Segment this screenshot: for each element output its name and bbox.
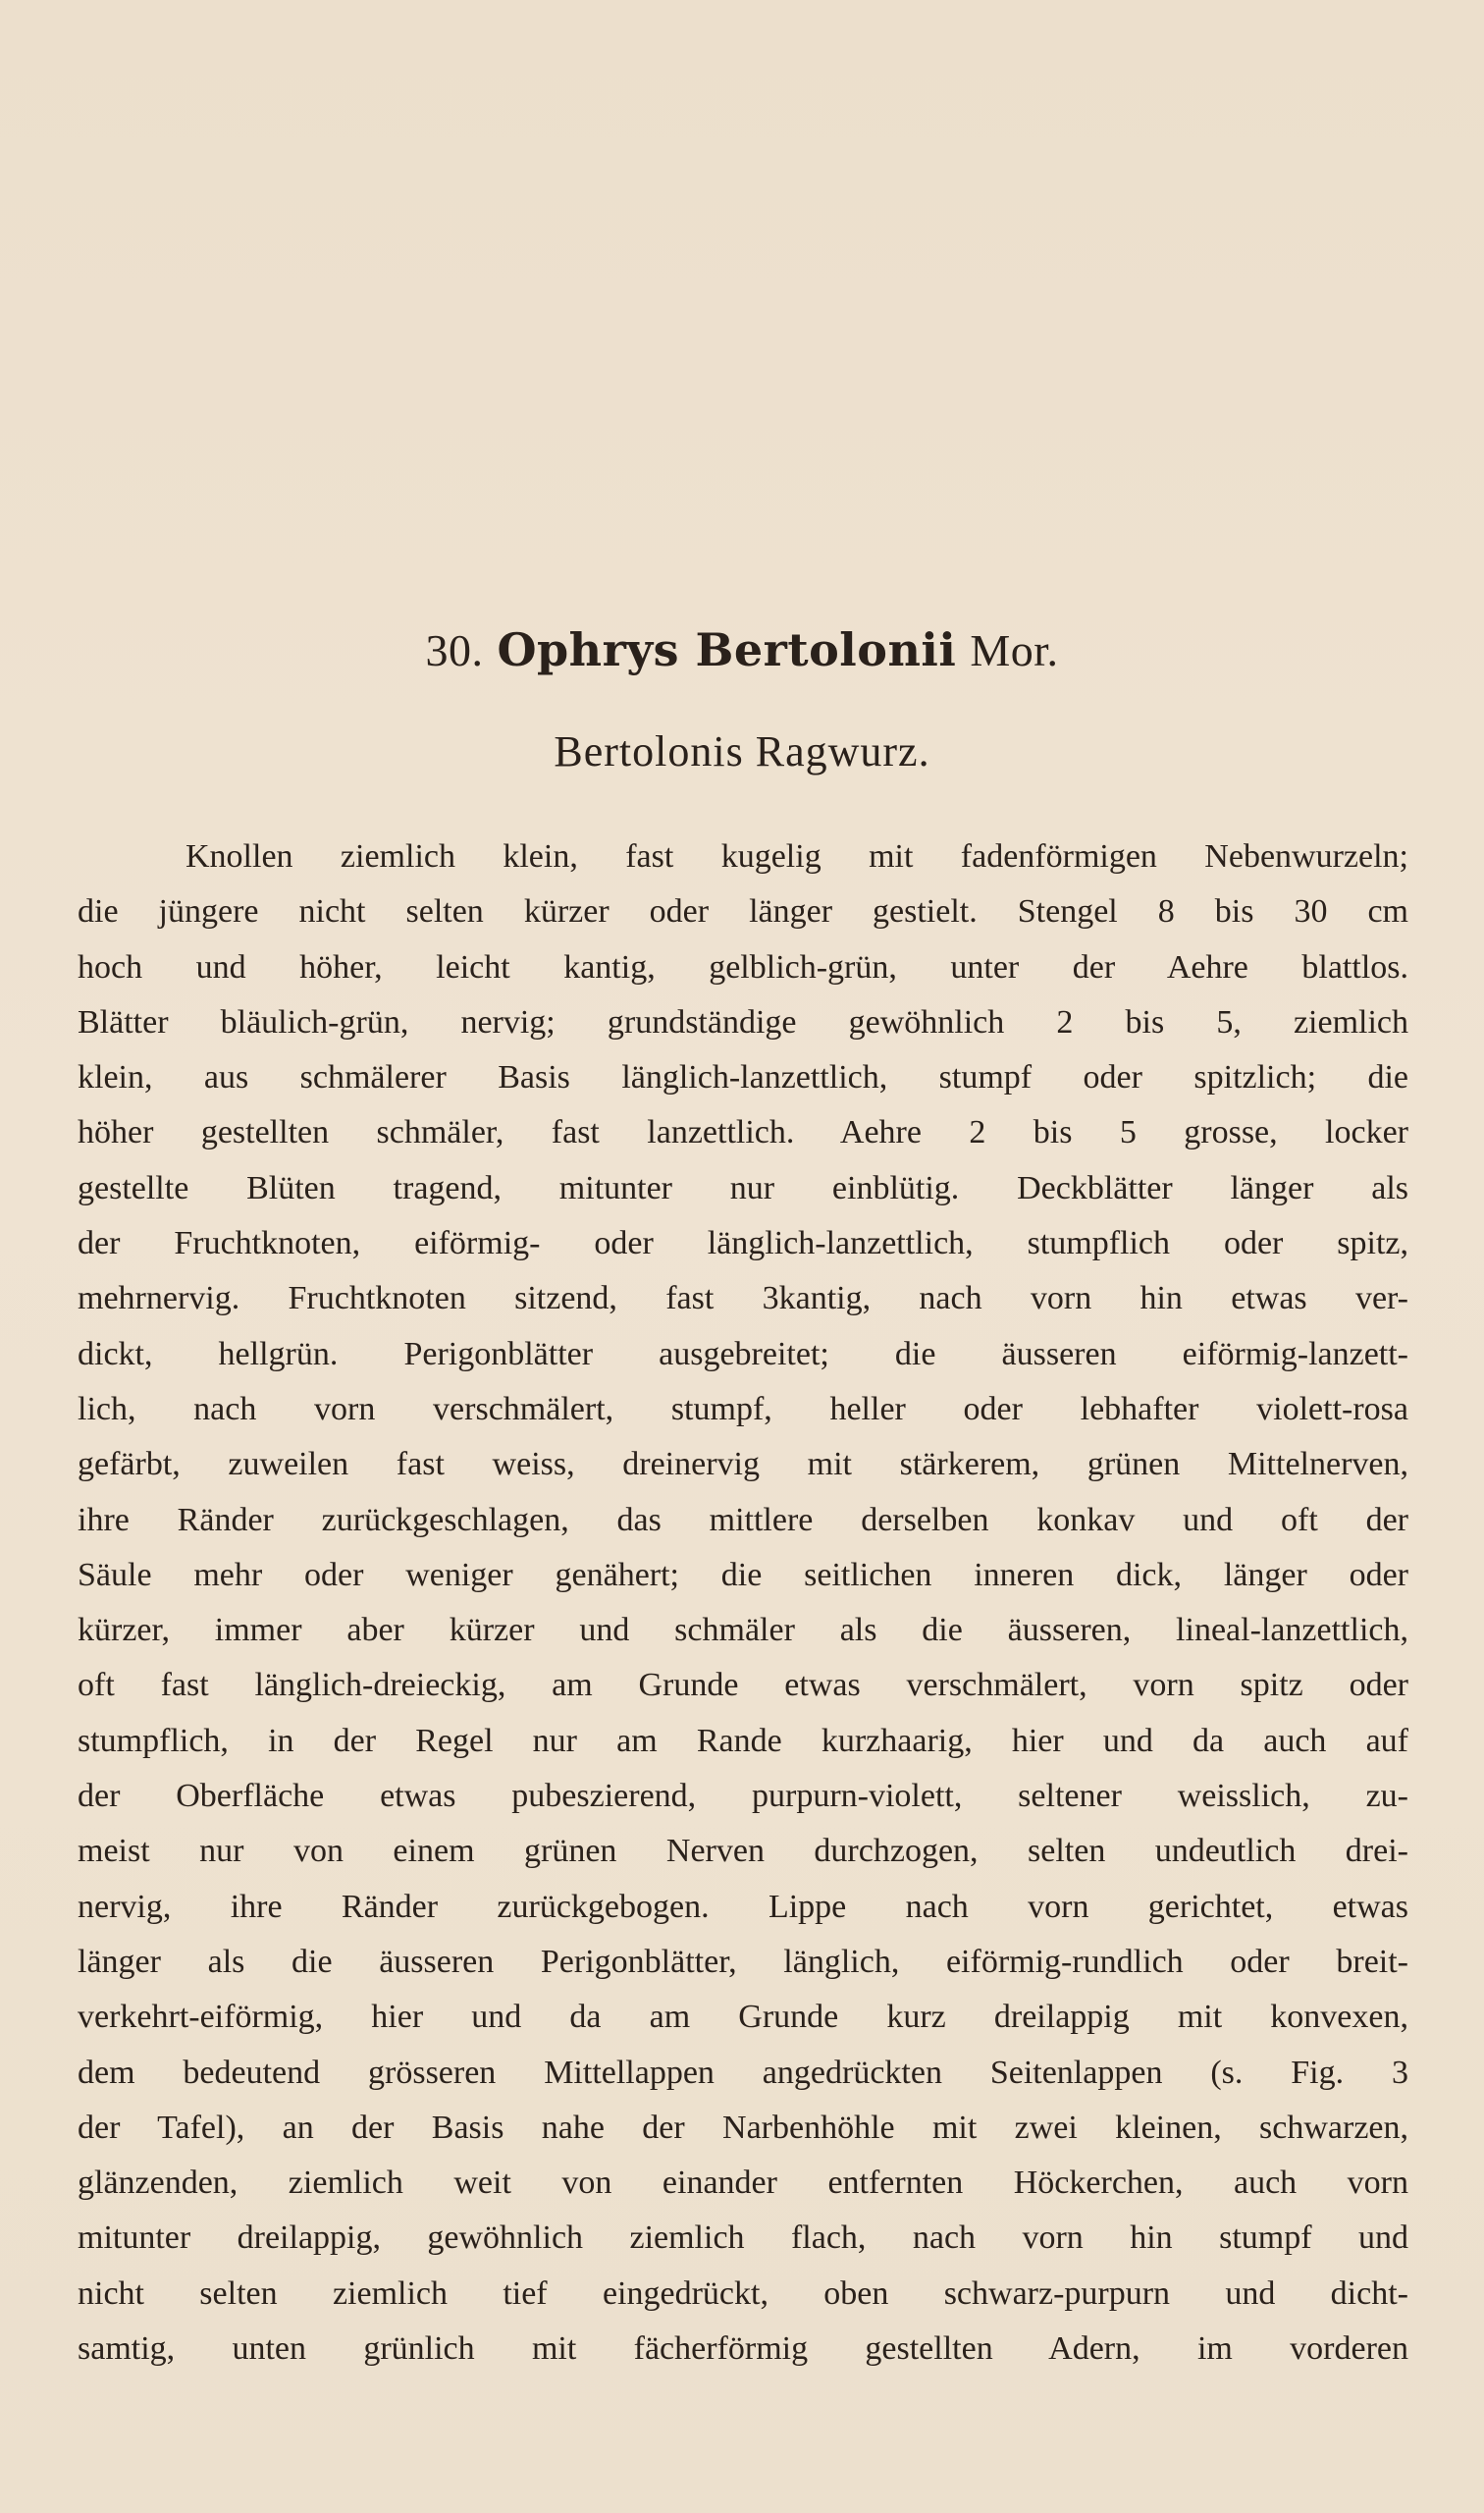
species-heading [0, 623, 1484, 676]
text-line: lich, nach vorn verschmälert, stumpf, heller oder lebhafter violett-rosa [78, 1390, 1408, 1427]
text-line: der Fruchtknoten, eiförmig- oder länglich-lanzettlich, stumpflich oder spitz, [78, 1225, 1408, 1262]
species-author: Mor. [970, 625, 1059, 675]
text-line: kürzer, immer aber kürzer und schmäler als die äusseren, lineal-lanzettlich, [78, 1612, 1408, 1649]
text-line: dem bedeutend grösseren Mittellappen angedrückten Seitenlappen (s. Fig. 3 [78, 2054, 1408, 2091]
text-line: gestellte Blüten tragend, mitunter nur einblütig. Deckblätter länger als [78, 1169, 1408, 1206]
text-line: glänzenden, ziemlich weit von einander entfernten Höckerchen, auch vorn [78, 2165, 1408, 2202]
text-line: klein, aus schmälerer Basis länglich-lanzettlich, stumpf oder spitzlich; die [78, 1059, 1408, 1096]
text-line: mehrnervig. Fruchtknoten sitzend, fast 3kantig, nach vorn hin etwas ver- [78, 1280, 1408, 1317]
text-line: samtig, unten grünlich mit fächerförmig gestellten Adern, im vorderen [78, 2330, 1408, 2368]
text-line: höher gestellten schmäler, fast lanzettlich. Aehre 2 bis 5 grosse, locker [78, 1114, 1408, 1151]
text-line: meist nur von einem grünen Nerven durchzogen, selten undeutlich drei- [78, 1833, 1408, 1870]
text-line: Säule mehr oder weniger genähert; die seitlichen inneren dick, länger oder [78, 1556, 1408, 1593]
text-line: mitunter dreilappig, gewöhnlich ziemlich flach, nach vorn hin stumpf und [78, 2219, 1408, 2257]
text-line: oft fast länglich-dreieckig, am Grunde etwas verschmälert, vorn spitz oder [78, 1667, 1408, 1704]
text-line: hoch und höher, leicht kantig, gelblich-grün, unter der Aehre blattlos. [78, 948, 1408, 986]
text-line: nicht selten ziemlich tief eingedrückt, oben schwarz-purpurn und dicht- [78, 2274, 1408, 2312]
text-line: nervig, ihre Ränder zurückgebogen. Lippe nach vorn gerichtet, etwas [78, 1888, 1408, 1925]
text-line: verkehrt-eiförmig, hier und da am Grunde kurz dreilappig mit konvexen, [78, 1999, 1408, 2036]
text-line: die jüngere nicht selten kürzer oder länger gestielt. Stengel 8 bis 30 cm [78, 893, 1408, 931]
species-number: 30. [425, 625, 484, 675]
text-line: dickt, hellgrün. Perigonblätter ausgebreitet; die äusseren eiförmig-lanzett- [78, 1335, 1408, 1372]
description-paragraph [78, 829, 1408, 2377]
text-line: der Tafel), an der Basis nahe der Narbenhöhle mit zwei kleinen, schwarzen, [78, 2109, 1408, 2146]
species-name: Ophrys Bertolonii [497, 623, 957, 676]
text-line: länger als die äusseren Perigonblätter, länglich, eiförmig-rundlich oder breit- [78, 1943, 1408, 1980]
text-line: der Oberfläche etwas pubeszierend, purpurn-violett, seltener weisslich, zu- [78, 1778, 1408, 1815]
text-line: Blätter bläulich-grün, nervig; grundständige gewöhnlich 2 bis 5, ziemlich [78, 1003, 1408, 1041]
text-line: stumpflich, in der Regel nur am Rande kurzhaarig, hier und da auch auf [78, 1722, 1408, 1759]
text-line: gefärbt, zuweilen fast weiss, dreinervig mit stärkerem, grünen Mittelnerven, [78, 1446, 1408, 1483]
common-name: Bertolonis Ragwurz. [554, 727, 930, 775]
text-line: Knollen ziemlich klein, fast kugelig mit fadenförmigen Nebenwurzeln; [186, 838, 1408, 875]
text-line: ihre Ränder zurückgeschlagen, das mittlere derselben konkav und oft der [78, 1501, 1408, 1538]
